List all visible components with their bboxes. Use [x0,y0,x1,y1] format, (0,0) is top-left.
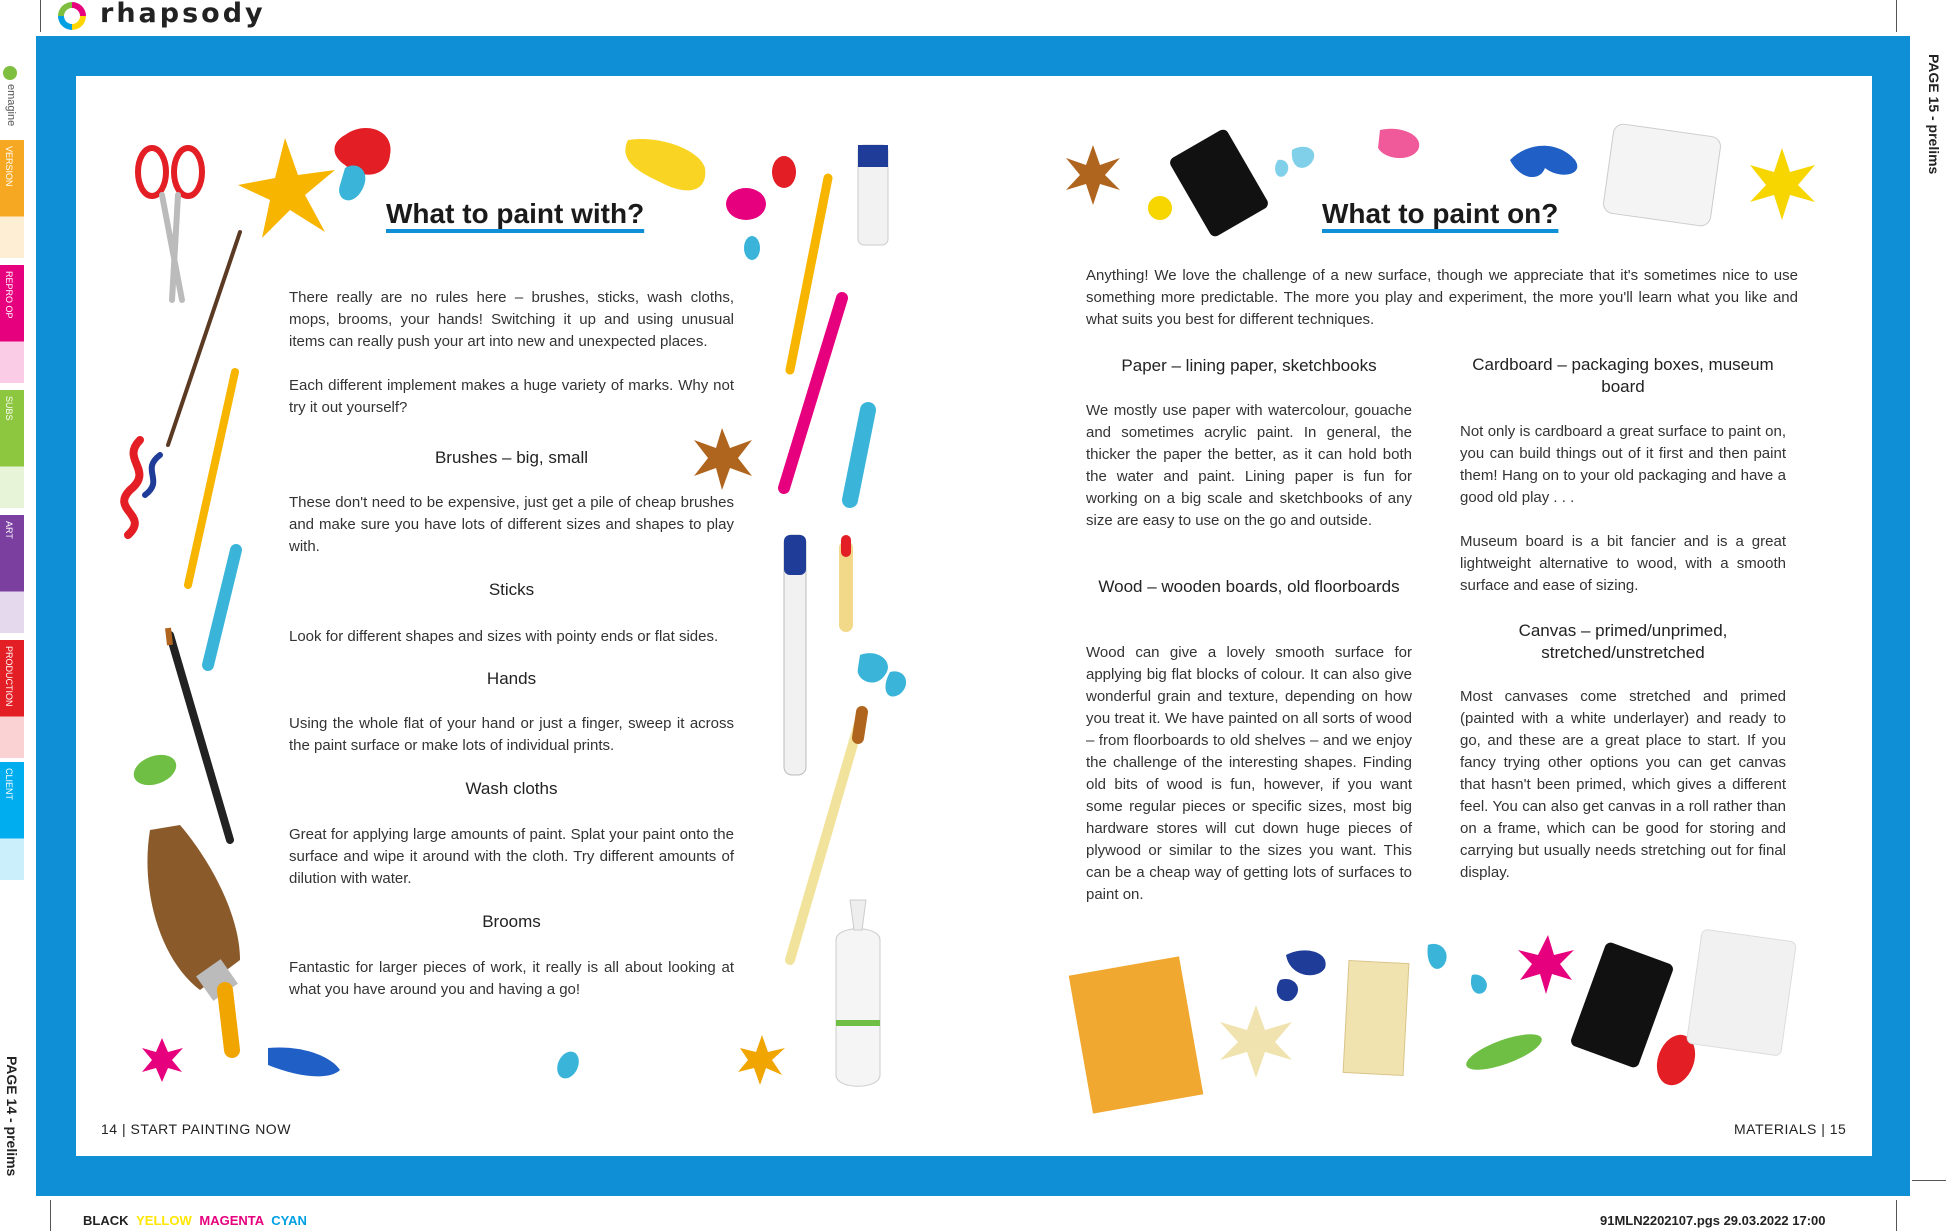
sidebar-tab-label: ART [4,521,14,539]
section-heading: Brooms [482,912,541,931]
right-intro: Anything! We love the challenge of a new surface, though we appreciate that it's sometimes nice to use something more predictable. The more you play and experiment, the more you'll learn what you like and what suits you best for different techniques. [1086,267,1798,328]
section-heading: Canvas – primed/unprimed, stretched/unstretched [1518,621,1728,662]
logo-text: rhapsody [100,0,266,29]
yellow-drop-icon [1148,196,1172,220]
section-text: These don't need to be expensive, just get a pile of cheap brushes and make sure you have lots of different sizes and shapes to play with. [289,494,734,555]
section-heading: Sticks [488,580,535,599]
section-text: Not only is cardboard a great surface to paint on, you can build things out of it first and then paint them! Hang on to your old packaging and have a good old play . . . [1460,423,1786,506]
right-page-title: What to paint on? [1322,198,1559,229]
pink-blob-icon [1378,129,1419,158]
white-canvas-icon [1686,929,1796,1056]
sidebar-tab-label: PRODUCTION [4,646,14,707]
right-page-label: PAGE 15 - prelims [1926,54,1942,175]
section-text: Look for different shapes and sizes with pointy ends or flat sides. [289,628,719,645]
section-text: Using the whole flat of your hand or just a finger, sweep it across the paint surface or make lots of individual prints. [289,715,734,754]
white-card-icon [1602,123,1721,227]
cyan-splat-bottom-icon [1427,944,1446,969]
file-info: 91MLN2202107.pgs 29.03.2022 17:00 [1600,1213,1826,1228]
green-leaf-icon [1462,1027,1545,1077]
section-heading: Paper – lining paper, sketchbooks [1121,356,1377,375]
section-text: Great for applying large amounts of paint. Splat your paint onto the surface and wipe it around with the cloth. Try different amounts of dilution with water. [289,826,734,887]
black-canvas-icon [1569,941,1674,1069]
left-intro-1: There really are no rules here – brushes, sticks, wash cloths, mops, brooms, your hands! Switching it up and using unusual items can really push your art into new and unexpected places. [289,289,734,350]
cream-star-icon [1220,1005,1292,1078]
section-heading: Brushes – big, small [434,448,589,467]
section-heading: Wood – wooden boards, old floorboards [1098,577,1400,596]
cyan-splat-right-icon [1292,147,1314,168]
section-heading: Cardboard – packaging boxes, museum board [1472,355,1774,396]
section-text: Most canvases come stretched and primed (painted with a white underlayer) and ready to go, and these are a great place to start. If you fancy trying other options you can get canvas that hasn't been primed, which gives a different feel. You can also get canvas in a roll rather than on a frame, which can be good for storing and carrying but usually needs stretching out for final display. [1460,688,1786,881]
color-magenta: MAGENTA [199,1213,264,1228]
blue-swirl-icon [1510,146,1577,177]
color-cyan: CYAN [271,1213,307,1228]
color-bar [83,1213,307,1228]
section-text: Wood can give a lovely smooth surface for applying big flat blocks of colour. It can also give wonderful grain and texture, depending on how you treat it. We have painted on all sorts of wood – from floorboards to old shelves – and we enjoy the challenge of the interesting shapes. Finding old bits of wood is fun, however, if you want some regular pieces or specific sizes, most big hardware stores will cut down huge pieces of plywood or similar to the sizes you want. This can be a cheap way of getting lots of surfaces to paint on. [1086,644,1412,903]
left-page-title: What to paint with? [386,198,645,229]
sidebar-tab-label: CLIENT [4,768,14,801]
left-page-label: PAGE 14 - prelims [4,1056,20,1177]
section-heading: Wash cloths [465,779,558,798]
section-text: Fantastic for larger pieces of work, it really is all about looking at what you have around you and having a go! [289,959,734,998]
cardboard-icon [1343,961,1409,1076]
section-heading: Hands [486,669,537,688]
right-folio: MATERIALS | 15 [1734,1121,1847,1137]
sidebar-tab-label: SUBS [4,396,14,421]
black-book-icon [1168,128,1270,239]
color-black: BLACK [83,1213,129,1228]
yellow-star-right-icon [1750,148,1815,220]
section-text: We mostly use paper with watercolour, gouache and sometimes acrylic paint. In general, the thicker the paper the better, as it can hold both the water and paint. Lining paper is fun for working on a big scale and sketchbooks of any size are easy to use on the go and outside. [1086,402,1412,529]
left-intro-2: Each different implement makes a huge variety of marks. Why not try it out yourself? [289,377,734,416]
magenta-star-bottom-icon [1518,935,1574,994]
blue-splat-bottom-icon [1286,950,1326,975]
brand-label: emagine [5,84,17,127]
section-text: Museum board is a bit fancier and is a great lightweight alternative to wood, with a smooth surface and ease of sizing. [1460,533,1786,594]
brown-star-icon [1066,145,1120,205]
color-yellow: YELLOW [136,1213,192,1228]
sidebar-tab-label: REPRO OP [4,271,14,319]
sidebar-tab-label: VERSION [4,146,14,187]
wooden-board-icon [1069,956,1204,1113]
left-folio: 14 | START PAINTING NOW [101,1121,291,1137]
